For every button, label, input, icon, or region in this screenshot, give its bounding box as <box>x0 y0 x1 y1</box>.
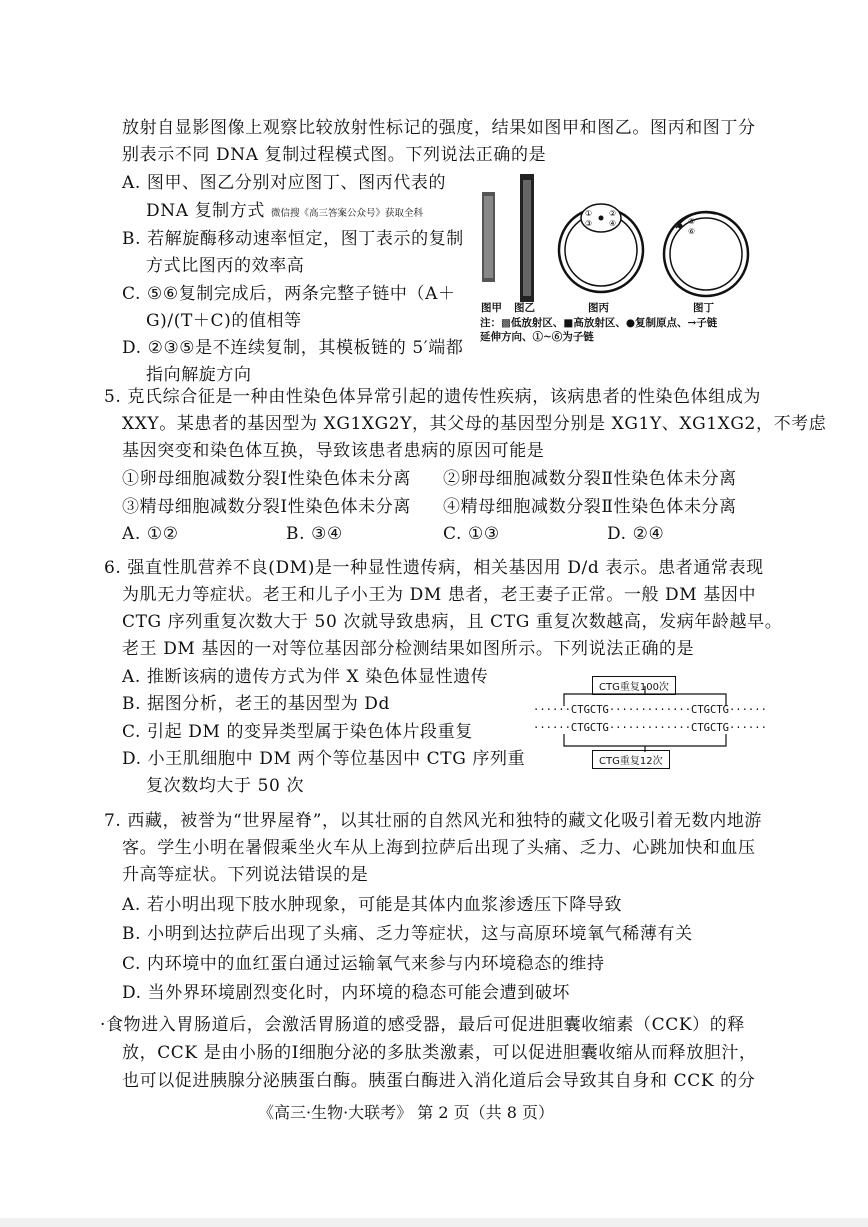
svg-text:④: ④ <box>609 219 617 228</box>
q4-option-c-line1: C. ⑤⑥复制完成后，两条完整子链中（A＋ <box>122 284 456 304</box>
q6-stem-line4: 老王 DM 基因的一对等位基因部分检测结果如图所示。下列说法正确的是 <box>122 639 695 659</box>
q6-option-d-line1: D. 小王肌细胞中 DM 两个等位基因中 CTG 序列重 <box>122 749 526 769</box>
ctg-repeat-12-label: CTG重复12次 <box>592 750 670 769</box>
q5-stem-line1: 5. 克氏综合征是一种由性染色体异常引起的遗传性疾病，该病患者的性染色体组成为 <box>104 387 762 407</box>
q5-item-4: ④精母细胞减数分裂Ⅱ性染色体未分离 <box>443 497 737 517</box>
fig-note-line2: 延伸方向、①~⑥为子链 <box>480 331 594 343</box>
q7-option-d: D. 当外界环境剧烈变化时，内环境的稳态可能会遭到破坏 <box>122 983 571 1003</box>
q4-option-a-line1: A. 图甲、图乙分别对应图丁、图丙代表的 <box>122 173 447 193</box>
q4-option-a-line2: DNA 复制方式 微信搜《高三答案公众号》获取全科 <box>146 201 424 221</box>
fig-label-yi: 图乙 <box>514 302 535 314</box>
q5-item-3: ③精母细胞减数分裂Ⅰ性染色体未分离 <box>122 497 411 517</box>
dna-sequence-2: ······CTGCTG·············CTGCTG······ <box>533 722 767 734</box>
q7-option-b: B. 小明到达拉萨后出现了头痛、乏力等症状，这与高原环境氧气稀薄有关 <box>122 924 693 944</box>
q7-stem-line3: 升高等症状。下列说法错误的是 <box>122 865 369 885</box>
q7-stem-line1: 7. 西藏，被誉为“世界屋脊”，以其壮丽的自然风光和独特的藏文化吸引着无数内地游 <box>104 811 763 831</box>
q6-stem-line1: 6. 强直性肌营养不良(DM)是一种显性遗传病，相关基因用 D/d 表示。患者通常表现 <box>104 558 764 578</box>
intro-line-1: 放射自显影图像上观察比较放射性标记的强度，结果如图甲和图乙。图丙和图丁分 <box>122 118 756 138</box>
q6-option-d-line2: 复次数均大于 50 次 <box>146 776 305 796</box>
q5-choice-d: D. ②④ <box>607 524 665 544</box>
q7-stem-line2: 客。学生小明在暑假乘坐火车从上海到拉萨后出现了头痛、乏力、心跳加快和血压 <box>122 838 756 858</box>
q4-option-c-line2: G)/(T＋C)的值相等 <box>146 311 302 331</box>
fig-label-ding: 图丁 <box>693 302 714 314</box>
intro-line-2: 别表示不同 DNA 复制过程模式图。下列说法正确的是 <box>122 145 547 165</box>
q5-choice-a: A. ①② <box>122 524 179 544</box>
q4-option-d-line1: D. ②③⑤是不连续复制，其模板链的 5′端都 <box>122 338 464 358</box>
svg-text:②: ② <box>609 209 617 218</box>
q6-option-a: A. 推断该病的遗传方式为伴 X 染色体显性遗传 <box>122 667 489 687</box>
q8-stem-line3: 也可以促进胰腺分泌胰蛋白酶。胰蛋白酶进入消化道后会导致其自身和 CCK 的分 <box>122 1071 756 1091</box>
q5-stem-line3: 基因突变和染色体互换，导致该患者患病的原因可能是 <box>122 441 545 461</box>
circle-ding <box>664 212 748 296</box>
q4-option-d-line2: 指向解旋方向 <box>146 365 252 385</box>
q5-stem-line2: XXY。某患者的基因型为 XG1XG2Y，其父母的基因型分别是 XG1Y、XG1XG2，不考虑 <box>122 414 827 434</box>
dna-sequence-1: ······CTGCTG·············CTGCTG······ <box>533 704 767 716</box>
q8-stem-line2: 放，CCK 是由小肠的Ⅰ细胞分泌的多肽类激素，可以促进胆囊收缩从而释放胆汁， <box>122 1043 757 1063</box>
q5-item-2: ②卵母细胞减数分裂Ⅱ性染色体未分离 <box>443 469 737 489</box>
q5-choice-c: C. ①③ <box>443 524 500 544</box>
q4-option-b-line1: B. 若解旋酶移动速率恒定，图丁表示的复制 <box>122 229 464 249</box>
q6-stem-line2: 为肌无力等症状。老王和儿子小王为 DM 患者，老王妻子正常。一般 DM 基因中 <box>122 585 757 605</box>
fig-label-bing: 图丙 <box>588 302 609 314</box>
bottom-edge <box>0 1218 868 1227</box>
q7-option-a: A. 若小明出现下肢水肿现象，可能是其体内血浆渗透压下降导致 <box>122 895 623 915</box>
q5-choice-b: B. ③④ <box>286 524 343 544</box>
page-footer: 《高三·生物·大联考》 第 2 页（共 8 页） <box>258 1103 554 1122</box>
q6-option-c: C. 引起 DM 的变异类型属于染色体片段重复 <box>122 722 473 742</box>
q6-stem-line3: CTG 序列重复次数大于 50 次就导致患病，且 CTG 重复次数越高，发病年龄越早。 <box>122 612 783 632</box>
q4-option-b-line2: 方式比图丙的效率高 <box>146 256 305 276</box>
watermark-text: 微信搜《高三答案公众号》获取全科 <box>271 208 424 219</box>
svg-text:③: ③ <box>585 219 593 228</box>
svg-text:①: ① <box>585 209 593 218</box>
svg-text:⑤: ⑤ <box>688 217 696 226</box>
ctg-repeat-100-label: CTG重复100次 <box>592 676 676 695</box>
q8-stem-line1: ·食物进入胃肠道后，会激活胃肠道的感受器，最后可促进胆囊收缩素（CCK）的释 <box>100 1015 745 1035</box>
fig-label-jia: 图甲 <box>481 302 502 314</box>
q6-option-b: B. 据图分析，老王的基因型为 Dd <box>122 694 391 714</box>
svg-text:⑥: ⑥ <box>688 227 696 236</box>
q5-item-1: ①卵母细胞减数分裂Ⅰ性染色体未分离 <box>122 469 411 489</box>
fig-note-line1: 注：▩低放射区、■高放射区、●复制原点、→子链 <box>480 317 718 329</box>
q7-option-c: C. 内环境中的血红蛋白通过运输氧气来参与内环境稳态的维持 <box>122 954 605 974</box>
circle-bing <box>559 204 643 292</box>
